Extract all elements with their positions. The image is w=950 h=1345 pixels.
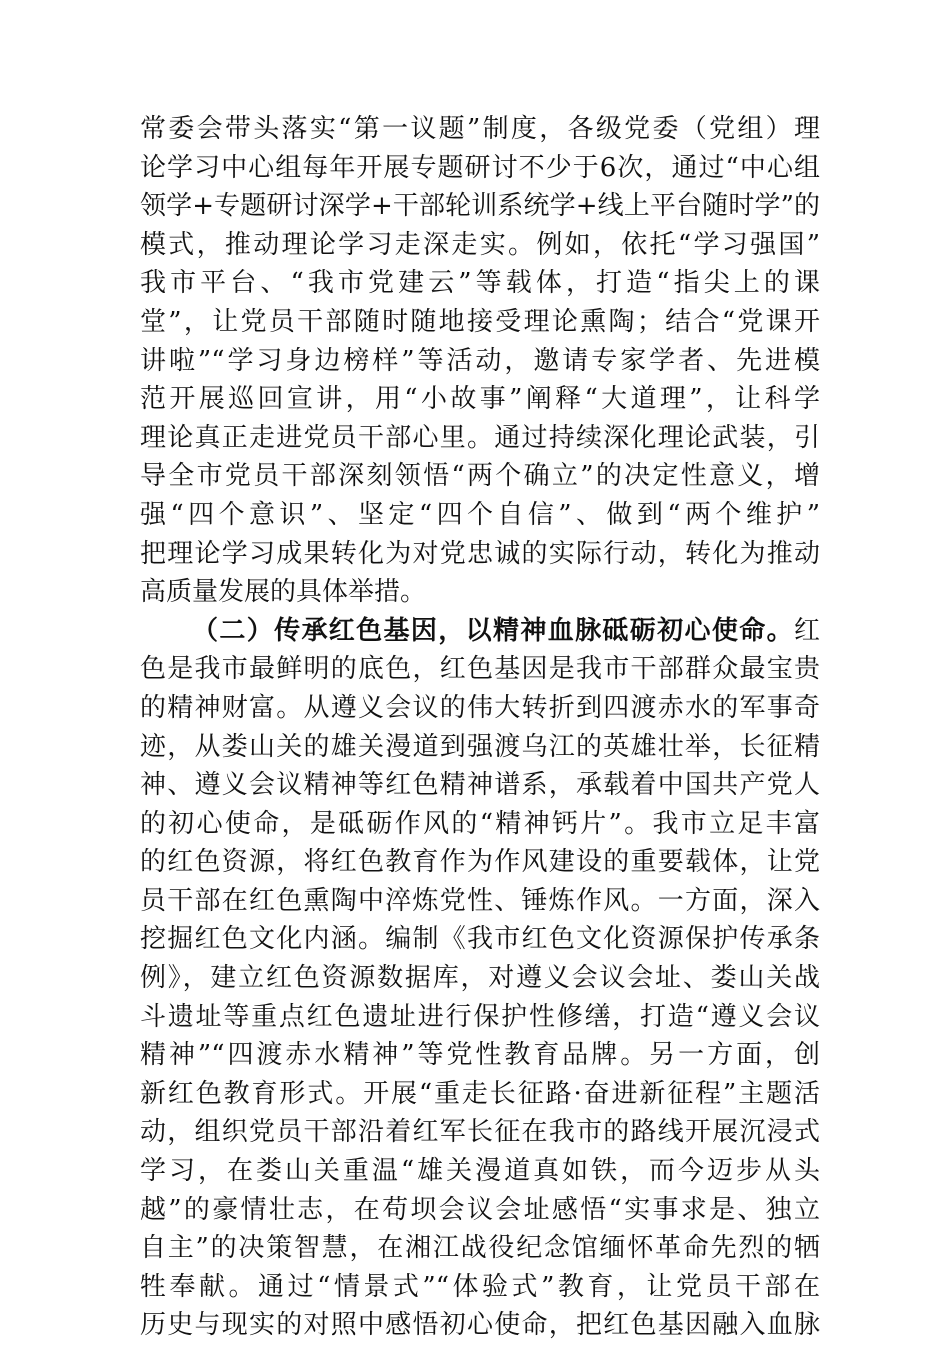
text-line: 讲啦”“学习身边榜样”等活动，邀请专家学者、先进模	[140, 345, 820, 376]
text-line: 领学+专题研讨深学+干部轮训系统学+线上平台随时学”的	[140, 191, 820, 222]
text-line: 例》，建立红色资源数据库，对遵义会议会址、娄山关战	[140, 963, 820, 994]
text-line: 神、遵义会议精神等红色精神谱系，承载着中国共产党人	[140, 770, 820, 801]
text-line: 越”的豪情壮志，在苟坝会议会址感悟“实事求是、独立	[140, 1194, 820, 1225]
text-line: 色是我市最鲜明的底色，红色基因是我市干部群众最宝贵	[140, 654, 820, 685]
text-line: 的红色资源，将红色教育作为作风建设的重要载体，让党	[140, 847, 820, 878]
heading-line-tail: 红	[793, 615, 820, 646]
text-line: 模式，推动理论学习走深走实。例如，依托“学习强国”	[140, 229, 820, 260]
text-line: 范开展巡回宣讲，用“小故事”阐释“大道理”，让科学	[140, 384, 820, 415]
text-line: 精神”“四渡赤水精神”等党性教育品牌。另一方面，创	[140, 1040, 820, 1071]
text-line: 动，组织党员干部沿着红军长征在我市的路线开展沉浸式	[140, 1117, 820, 1148]
section-heading: （二）传承红色基因，以精神血脉砥砺初心使命。	[192, 615, 794, 646]
text-line: 的初心使命，是砥砺作风的“精神钙片”。我市立足丰富	[140, 808, 820, 839]
text-line: 斗遗址等重点红色遗址进行保护性修缮，打造“遵义会议	[140, 1001, 820, 1032]
document-body	[140, 110, 820, 1345]
text-line: 新红色教育形式。开展“重走长征路·奋进新征程”主题活	[140, 1078, 820, 1109]
text-line: 自主”的决策智慧，在湘江战役纪念馆缅怀革命先烈的牺	[140, 1233, 820, 1264]
text-line: 论学习中心组每年开展专题研讨不少于6次，通过“中心组	[140, 152, 820, 183]
text-line: 高质量发展的具体举措。	[140, 577, 427, 608]
text-line: 理论真正走进党员干部心里。通过持续深化理论武装，引	[140, 422, 820, 453]
text-line: 的精神财富。从遵义会议的伟大转折到四渡赤水的军事奇	[140, 692, 820, 723]
text-line: 学习，在娄山关重温“雄关漫道真如铁，而今迈步从头	[140, 1156, 820, 1187]
text-line: 牲奉献。通过“情景式”“体验式”教育，让党员干部在	[140, 1271, 820, 1302]
text-line: 历史与现实的对照中感悟初心使命，把红色基因融入血脉	[140, 1310, 820, 1341]
text-line: 堂”，让党员干部随时随地接受理论熏陶；结合“党课开	[140, 306, 820, 337]
text-line: 常委会带头落实“第一议题”制度，各级党委（党组）理	[140, 114, 820, 144]
text-line: 员干部在红色熏陶中淬炼党性、锤炼作风。一方面，深入	[140, 885, 820, 916]
text-line: 强“四个意识”、坚定“四个自信”、做到“两个维护”	[140, 499, 820, 530]
text-line: 迹，从娄山关的雄关漫道到强渡乌江的英雄壮举，长征精	[140, 731, 820, 762]
section-heading-line	[140, 612, 820, 651]
text-line: 挖掘红色文化内涵。编制《我市红色文化资源保护传承条	[140, 924, 820, 955]
text-line: 我市平台、“我市党建云”等载体，打造“指尖上的课	[140, 268, 820, 299]
text-line: 把理论学习成果转化为对党忠诚的实际行动，转化为推动	[140, 538, 820, 569]
text-line: 导全市党员干部深刻领悟“两个确立”的决定性意义，增	[140, 461, 820, 492]
